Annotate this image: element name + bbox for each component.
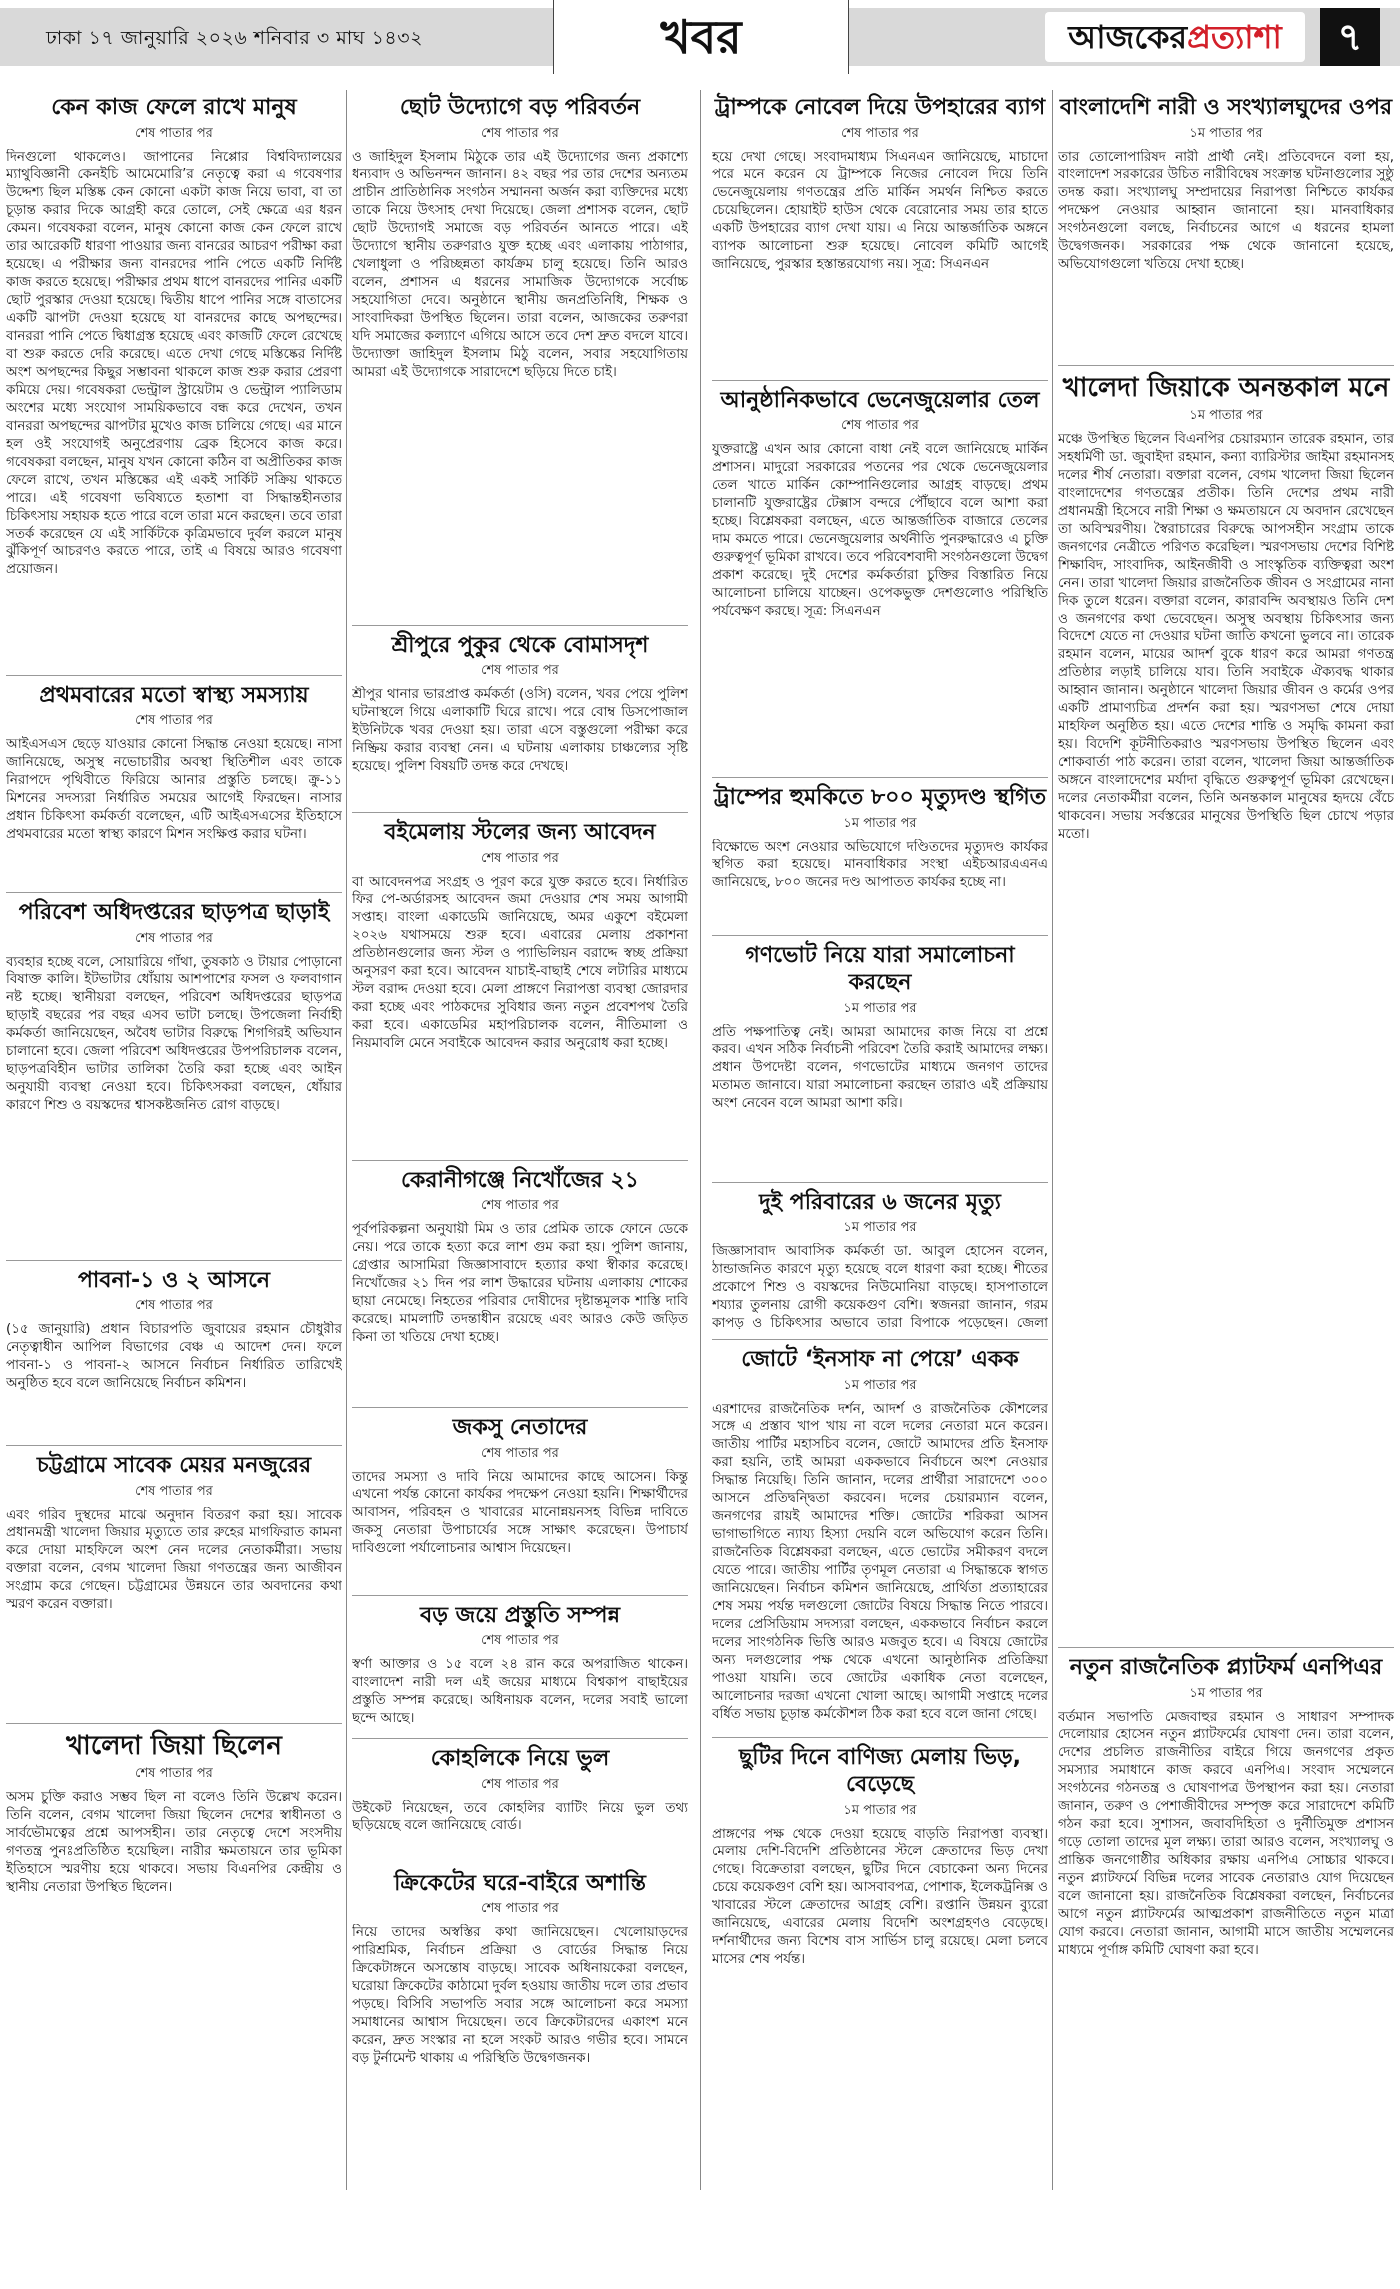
column-4 [1058, 90, 1394, 2289]
story [1058, 94, 1394, 359]
story [712, 784, 1048, 929]
story [352, 632, 688, 807]
story-headline: প্রথমবারের মতো স্বাস্থ্য সমস্যায় [39, 682, 309, 708]
story-continuation: শেষ পাতার পর [135, 125, 213, 141]
brand-main: প্রত্যাশা [1187, 18, 1282, 56]
story-body: অসম চুক্তি করাও সম্ভব ছিল না বলেও তিনি উল্লেখ করেন। তিনি বলেন, বেগম খালেদা জিয়া ছিলেন দেশের স্বাধীনতা ও সার্বভৌমত্বের প্রশ্নে আপসহীন। তার নেতৃত্বে দেশে সংসদীয় গণতন্ত্র পুনঃপ্রতিষ্ঠিত হয়েছিল। নারীর ক্ষমতায়নে তার ভূমিকা ইতিহাসে স্মরণীয় হয়ে থাকবে। সভায় বিএনপির কেন্দ্রীয় ও স্থানীয় নেতারা উপস্থিত ছিলেন। [6, 1790, 342, 1895]
story-headline: ট্রাম্পকে নোবেল দিয়ে উপহারের ব্যাগ [714, 95, 1046, 120]
story-headline: দুই পরিবারের ৬ জনের মৃত্যু [759, 1189, 1001, 1215]
story [712, 1346, 1048, 1731]
divider [712, 1339, 1048, 1340]
story [6, 682, 342, 887]
story-continuation: শেষ পাতার পর [481, 1901, 559, 1916]
story-body: প্রতি পক্ষপাতিত্ব নেই। আমরা আমাদের কাজ নিয়ে বা প্রশ্নে করব। এখন সঠিক নির্বাচনী পরিবেশ তৈরি করাই আমাদের লক্ষ্য। প্রধান উপদেষ্টা বলেন, গণভোটের মাধ্যমে জনগণ তাদের মতামত জানাবে। যারা সমালোচনা করছেন তারাও এই প্রক্রিয়ায় অংশ নেবেন বলে আমরা আশা করি। [712, 1024, 1048, 1112]
story-body: (১৫ জানুয়ারি) প্রধান বিচারপতি জুবায়ের রহমান চৌধুরীর নেতৃত্বাধীন আপিল বিভাগের বেঞ্চ এ আদেশ দেন। ফলে পাবনা-১ ও পাবনা-২ আসনে নির্বাচন নির্ধারিত তারিখেই অনুষ্ঠিত হবে বলে জানিয়েছে নির্বাচন কমিশন। [6, 1322, 342, 1391]
story-continuation: শেষ পাতার পর [841, 418, 919, 433]
story-headline: কোহলিকে নিয়ে ভুল [430, 1746, 610, 1771]
story [712, 94, 1048, 374]
story-body: তার তোলোপারিষদ নারী প্রার্থী নেই। প্রতিবেদনে বলা হয়, বাংলাদেশ সরকারের উচিত নারীবিদ্বেষ সংক্রান্ত ঘটনাগুলোর সুষ্ঠু তদন্ত করা। সংখ্যালঘু সম্প্রদায়ের নিরাপত্তা নিশ্চিতে কার্যকর পদক্ষেপ নেওয়ার আহ্বান জানানো হয়। মানবাধিকার সংগঠনগুলো বলছে, নির্বাচনের আগে এ ধরনের হামলা উদ্বেগজনক। সরকারের পক্ষ থেকে জানানো হয়েছে, অভিযোগগুলো খতিয়ে দেখা হচ্ছে। [1058, 149, 1394, 273]
story-body: জিজ্ঞাসাবাদ আবাসিক কর্মকর্তা ডা. আবুল হোসেন বলেন, ঠান্ডাজনিত কারণে মৃত্যু হয়েছে বলে ধারণা করা হচ্ছে। শীতের প্রকোপে শিশু ও বয়স্কদের নিউমোনিয়া বাড়ছে। হাসপাতালে শয্যার তুলনায় রোগী কয়েকগুণ বেশি। স্বজনরা জানান, গরম কাপড় ও চিকিৎসার অভাবে তারা বিপাকে পড়েছেন। জেলা [712, 1244, 1048, 1331]
story-body: উইকেট নিয়েছেন, তবে কোহলির ব্যাটিং নিয়ে ভুল তথ্য ছড়িয়েছে বলে জানিয়েছে বোর্ড। [352, 1800, 688, 1834]
story [6, 1267, 342, 1440]
story-body: স্বর্ণা আক্তার ও ১৫ বলে ২৪ রান করে অপরাজিত থাকেন। বাংলাদেশ নারী দল এই জয়ের মাধ্যমে বিশ্বকাপ বাছাইয়ের প্রস্তুতি সম্পন্ন করেছে। অধিনায়ক বলেন, দলের সবাই ভালো ছন্দে আছে। [352, 1657, 688, 1726]
story-headline: চট্টগ্রামে সাবেক মেয়র মনজুরের [36, 1453, 312, 1478]
story-headline: পাবনা-১ ও ২ আসনে [77, 1267, 271, 1293]
story-body: দিনগুলো থাকলেও। জাপানের নিপ্পোর বিশ্ববিদ্যালয়ের ম্যাথুবিজ্ঞানী কেনইচি আমেমোরি’র নেতৃত্বে করা এ গবেষণার উদ্দেশ্য ছিল মস্তিষ্ক কেন কোনো একটা কাজ নিয়ে ভাবা, বা তা চূড়ান্ত করার দিকে আগ্রহী করে তোলে, সেই ক্ষেত্রে এর ধরন কেমন। গবেষকরা বলেন, মানুষ কোনো কাজ কেন ফেলে রাখে তার আরেকটি ধারণা পাওয়ার জন্য বানরের আচরণ পরীক্ষা করা হয়েছে। এ পরীক্ষার জন্য বানরদের পানি পেতে একটি নির্দিষ্ট কাজ করতে হয়েছে। পরীক্ষার প্রথম ধাপে বানরদের পানির একটি ছোট পুরস্কার দেওয়া হয়েছে। দ্বিতীয় ধাপে পানির সঙ্গে বাতাসের একটি ঝাপটা দেওয়া হয়েছে যা বানরদের কাছে অপছন্দের। বানররা পানি পেতে দ্বিধাগ্রস্ত হয়েছে এবং কাজটি ফেলে রেখেছে বা শুরু করতে দেরি করেছে। এতে দেখা গেছে মস্তিষ্কের নির্দিষ্ট অংশ অপছন্দের কিছুর সম্ভাবনা থাকলে কাজ শুরু করার প্রেরণা কমিয়ে দেয়। গবেষকরা ভেন্ট্রাল স্ট্রায়েটাম ও ভেন্ট্রাল প্যালিডাম অংশের মধ্যে সংযোগ সাময়িকভাবে বন্ধ করে দেখেন, তখন বানররা অপছন্দের ঝাপটার মুখেও কাজ চালিয়ে গেছে। এর মানে হল ওই সংযোগই অনুপ্রেরণায় ব্রেক হিসেবে কাজ করে। গবেষকরা বলছেন, মানুষ যখন কোনো কঠিন বা অপ্রীতিকর কাজ ফেলে রাখে, তখন মস্তিষ্কের এই একই সার্কিট সক্রিয় থাকতে পারে। এই গবেষণা ভবিষ্যতে হতাশা বা সিদ্ধান্তহীনতার চিকিৎসায় সহায়ক হতে পারে বলে তারা মনে করছেন। তবে তারা সতর্ক করেছেন যে এই সার্কিটকে কৃত্রিমভাবে দুর্বল করলে মানুষ ঝুঁকিপূর্ণ আচরণও করতে পারে, তাই এ বিষয়ে আরও গবেষণা প্রয়োজন। [6, 149, 342, 578]
story-continuation: শেষ পাতার পর [135, 1766, 213, 1781]
story-body: ব্যবহার হচ্ছে বলে, সোয়ারিয়ে গাঁথা, তুষকাঠ ও টায়ার পোড়ানো বিষাক্ত কালি। ইটভাটার ধোঁয়ায় আশপাশের ফসল ও ফলবাগান নষ্ট হচ্ছে। স্থানীয়রা বলছেন, পরিবেশ অধিদপ্তরের ছাড়পত্র ছাড়াই বছরের পর বছর এসব ভাটা চলছে। উপজেলা নির্বাহী কর্মকর্তা জানিয়েছেন, অবৈধ ভাটার বিরুদ্ধে শিগগিরই অভিযান চালানো হবে। জেলা পরিবেশ অধিদপ্তরের উপপরিচালক বলেন, ছাড়পত্রবিহীন ভাটার তালিকা তৈরি করা হচ্ছে এবং আইন অনুযায়ী ব্যবস্থা নেওয়া হবে। চিকিৎসকরা বলছেন, ধোঁয়ার কারণে শিশু ও বয়স্কদের শ্বাসকষ্টজনিত রোগ বাড়ছে। [6, 954, 342, 1114]
story [6, 94, 342, 669]
story-body: ও জাহিদুল ইসলাম মিঠুকে তার এই উদ্যোগের জন্য প্রকাশ্যে ধন্যবাদ ও অভিনন্দন জানান। ৪২ বছর পর তার দেশের অন্যতম প্রাচীন প্রাতিষ্ঠানিক সংগঠন সম্মাননা অর্জন করা ব্যক্তিদের মধ্যে তাকে নিয়ে উৎসাহ দেখা দিয়েছে। জেলা প্রশাসক বলেন, ছোট ছোট উদ্যোগই সমাজে বড় পরিবর্তন আনতে পারে। এই উদ্যোগে স্থানীয় তরুণরাও যুক্ত হচ্ছে এবং এলাকায় পাঠাগার, খেলাধুলা ও পরিচ্ছন্নতা কার্যক্রম চালু হয়েছে। তিনি আরও বলেন, প্রশাসন এ ধরনের সামাজিক উদ্যোগকে সর্বোচ্চ সহযোগিতা দেবে। অনুষ্ঠানে স্থানীয় জনপ্রতিনিধি, শিক্ষক ও সাংবাদিকরা উপস্থিত ছিলেন। তারা বলেন, আজকের তরুণরা যদি সমাজের কল্যাণে এগিয়ে আসে তবে দেশ দ্রুত বদলে যাবে। উদ্যোক্তা জাহিদুল ইসলাম মিঠু বলেন, সবার সহযোগিতায় আমরা এই উদ্যোগকে সারাদেশে ছড়িয়ে দিতে চাই। [352, 149, 688, 380]
story [6, 899, 342, 1254]
divider [352, 1738, 688, 1739]
story [1058, 1654, 1394, 2283]
story-body: এরশাদের রাজনৈতিক দর্শন, আদর্শ ও রাজনৈতিক কৌশলের সঙ্গে এ প্রস্তাব খাপ খায় না বলে দলের নেতারা মনে করেন। জাতীয় পার্টির মহাসচিব বলেন, জোটে আমাদের প্রতি ইনসাফ করা হয়নি, তাই আমরা এককভাবে নির্বাচনে অংশ নেওয়ার সিদ্ধান্ত নিয়েছি। তিনি জানান, দলের প্রার্থীরা সারাদেশে ৩০০ আসনে প্রতিদ্বন্দ্বিতা করবেন। দলের চেয়ারম্যান বলেন, জনগণের রায়ই আমাদের শক্তি। জোটের শরিকরা আসন ভাগাভাগিতে ন্যায্য হিস্যা দেয়নি বলে অভিযোগ করেন তিনি। রাজনৈতিক বিশ্লেষকরা বলছেন, এতে ভোটের সমীকরণ বদলে যেতে পারে। জাতীয় পার্টির তৃণমূল নেতারা এ সিদ্ধান্তকে স্বাগত জানিয়েছেন। নির্বাচন কমিশন জানিয়েছে, প্রার্থিতা প্রত্যাহারের শেষ সময় পর্যন্ত দলগুলো জোটের বিষয়ে সিদ্ধান্ত নিতে পারবে। দলের প্রেসিডিয়াম সদস্যরা বলছেন, এককভাবে নির্বাচন করলে দলের সাংগঠনিক ভিত্তি আরও মজবুত হবে। এ বিষয়ে জোটের অন্য দলগুলোর পক্ষ থেকে এখনো আনুষ্ঠানিক প্রতিক্রিয়া পাওয়া যায়নি। তবে জোটের একাধিক নেতা বলেছেন, আলোচনার দরজা এখনো খোলা আছে। আগামী সপ্তাহে দলের বর্ধিত সভায় চূড়ান্ত কর্মকৌশল ঠিক করা হবে বলে জানা গেছে। [712, 1401, 1048, 1722]
story-headline: আনুষ্ঠানিকভাবে ভেনেজুয়েলার তেল [720, 387, 1040, 413]
divider [352, 625, 688, 626]
story [352, 1745, 688, 1864]
story-headline: ক্রিকেটের ঘরে-বাইরে অশান্তি [394, 1870, 646, 1896]
story-continuation: শেষ পাতার পর [481, 125, 559, 141]
story-body: বর্তমান সভাপতি মেজবাহুর রহমান ও সাধারণ সম্পাদক দেলোয়ার হোসেন নতুন প্ল্যাটফর্মের ঘোষণা দেন। তারা বলেন, দেশের প্রচলিত রাজনীতির বাইরে গিয়ে জনগণের প্রকৃত সমস্যার সমাধানে কাজ করবে এনপিএ। সংবাদ সম্মেলনে সংগঠনের গঠনতন্ত্র ও ঘোষণাপত্র উপস্থাপন করা হয়। নেতারা জানান, তরুণ ও পেশাজীবীদের সম্পৃক্ত করে সারাদেশে কমিটি গঠন করা হবে। সুশাসন, জবাবদিহিতা ও দুর্নীতিমুক্ত প্রশাসন গড়ে তোলা তাদের মূল লক্ষ্য। তারা আরও বলেন, সংখ্যালঘু ও প্রান্তিক জনগোষ্ঠীর অধিকার রক্ষায় এনপিএ সোচ্চার থাকবে। নতুন প্ল্যাটফর্মে বিভিন্ন দলের সাবেক নেতারাও যোগ দিয়েছেন বলে জানানো হয়। রাজনৈতিক বিশ্লেষকরা বলছেন, নির্বাচনের আগে নতুন প্ল্যাটফর্মের আত্মপ্রকাশ রাজনীতিতে নতুন মাত্রা যোগ করবে। নেতারা জানান, আগামী মাসে জাতীয় সম্মেলনের মাধ্যমে পূর্ণাঙ্গ কমিটি ঘোষণা করা হবে। [1058, 1709, 1394, 1958]
story-body: আইএসএস ছেড়ে যাওয়ার কোনো সিদ্ধান্ত নেওয়া হয়েছে। নাসা জানিয়েছে, অসুস্থ নভোচারীর অবস্থা স্থিতিশীল এবং তাকে নিরাপদে পৃথিবীতে ফিরিয়ে আনার প্রস্তুতি চলছে। ক্রু-১১ মিশনের সদস্যরা নির্ধারিত সময়ের আগেই ফিরছেন। নাসার প্রধান চিকিৎসা কর্মকর্তা বলেছেন, এটি আইএসএসের ইতিহাসে প্রথমবারের মতো স্বাস্থ্য কারণে মিশন সংক্ষিপ্ত করার ঘটনা। [6, 737, 342, 842]
story-headline: জকসু নেতাদের [452, 1415, 588, 1440]
story-headline: খালেদা জিয়াকে অনন্তকাল মনে [1062, 372, 1390, 403]
story-continuation: শেষ পাতার পর [135, 713, 213, 728]
story-headline: শ্রীপুরে পুকুর থেকে বোমাসদৃশ [391, 632, 649, 658]
column-divider [700, 90, 701, 2190]
story-body: এবং গরিব দুস্থদের মাঝে অনুদান বিতরণ করা হয়। সাবেক প্রধানমন্ত্রী খালেদা জিয়ার মৃত্যুতে তার রুহের মাগফিরাত কামনা করে দোয়া মাহফিলে অংশ নেন দলের নেতাকর্মীরা। সভায় বক্তারা বলেন, বেগম খালেদা জিয়া গণতন্ত্রের জন্য আজীবন সংগ্রাম করে গেছেন। চট্টগ্রামের উন্নয়নে তার অবদানের কথা স্মরণ করেন বক্তারা। [6, 1507, 342, 1613]
divider [712, 777, 1048, 778]
story-headline: বইমেলায় স্টলের জন্য আবেদন [384, 820, 656, 845]
story [712, 387, 1048, 772]
divider [6, 1723, 342, 1724]
divider [6, 675, 342, 676]
story-body: বা আবেদনপত্র সংগ্রহ ও পূরণ করে যুক্ত করতে হবে। নির্ধারিত ফির পে-অর্ডারসহ আবেদন জমা দেওয়ার শেষ সময় আগামী সপ্তাহ। বাংলা একাডেমি জানিয়েছে, অমর একুশে বইমেলা ২০২৬ যথাসময়ে শুরু হবে। এবারের মেলায় প্রকাশনা প্রতিষ্ঠানগুলোর জন্য স্টল ও প্যাভিলিয়ন বরাদ্দে স্বচ্ছ প্রক্রিয়া অনুসরণ করা হবে। আবেদন যাচাই-বাছাই শেষে লটারির মাধ্যমে স্টল বরাদ্দ দেওয়া হবে। মেলা প্রাঙ্গণে নিরাপত্তা ব্যবস্থা জোরদার করা হচ্ছে এবং পাঠকদের সুবিধার জন্য নতুন প্রবেশপথ তৈরি করা হবে। একাডেমির মহাপরিচালক বলেন, নীতিমালা ও নিয়মাবলি মেনে সবাইকে আবেদন করার অনুরোধ করা হচ্ছে। [352, 874, 688, 1052]
story-continuation: ১ম পাতার পর [843, 1377, 917, 1393]
story-headline: নতুন রাজনৈতিক প্ল্যাটফর্ম এনপিএর [1069, 1655, 1383, 1680]
story-body: পূর্বপরিকল্পনা অনুযায়ী মিম ও তার প্রেমিক তাকে ফোনে ডেকে নেয়। পরে তাকে হত্যা করে লাশ গুম করা হয়। পুলিশ জানায়, গ্রেপ্তার আসামিরা জিজ্ঞাসাবাদে হত্যার কথা স্বীকার করেছে। নিখোঁজের ২১ দিন পর লাশ উদ্ধারের ঘটনায় এলাকায় শোকের ছায়া নেমেছে। নিহতের পরিবার দোষীদের দৃষ্টান্তমূলক শাস্তি দাবি করেছে। মামলাটি তদন্তাধীন রয়েছে এবং আরও কেউ জড়িত কিনা তা খতিয়ে দেখা হচ্ছে। [352, 1222, 688, 1345]
column-3 [712, 90, 1048, 2086]
story [352, 94, 688, 619]
story-continuation: শেষ পাতার পর [135, 1483, 213, 1499]
divider [712, 935, 1048, 936]
brand-prefix: আজকের [1068, 18, 1188, 56]
divider [1058, 1647, 1394, 1648]
story-body: নিয়ে তাদের অস্বস্তির কথা জানিয়েছেন। খেলোয়াড়দের পারিশ্রমিক, নির্বাচন প্রক্রিয়া ও বোর্ডের সিদ্ধান্ত নিয়ে ক্রিকেটাঙ্গনে অসন্তোষ বাড়ছে। সাবেক অধিনায়কেরা বলছেন, ঘরোয়া ক্রিকেটের কাঠামো দুর্বল হওয়ায় জাতীয় দলে তার প্রভাব পড়ছে। বিসিবি সভাপতি সবার সঙ্গে আলোচনা করে সমস্যা সমাধানের আশ্বাস দিয়েছেন। তবে ক্রিকেটারদের একাংশ মনে করেন, দ্রুত সংস্কার না হলে সংকট আরও গভীর হবে। সামনে বড় টুর্নামেন্ট থাকায় এ পরিস্থিতি উদ্বেগজনক। [352, 1925, 688, 2066]
divider [352, 1595, 688, 1596]
divider [352, 1407, 688, 1408]
column-2 [352, 90, 688, 2242]
divider [6, 1260, 342, 1261]
divider [352, 1160, 688, 1161]
divider [712, 1182, 1048, 1183]
story-headline: কেরানীগঞ্জে নিখোঁজের ২১ [401, 1167, 639, 1193]
story [352, 1602, 688, 1733]
story-continuation: শেষ পাতার পর [135, 1298, 213, 1313]
column-1 [6, 90, 342, 1921]
column-divider [346, 90, 347, 2190]
story [712, 1189, 1048, 1334]
story-headline: ছুটির দিনে বাণিজ্য মেলায় ভিড়, বেড়েছে [738, 1744, 1022, 1797]
story-body: বিক্ষোভে অংশ নেওয়ার অভিযোগে দণ্ডিতদের মৃত্যুদণ্ড কার্যকর স্থগিত করা হয়েছে। মানবাধিকার সংস্থা এইচআরএএনএ জানিয়েছে, ৮০০ জনের দণ্ড আপাতত কার্যকর হচ্ছে না। [712, 839, 1048, 891]
divider [712, 380, 1048, 381]
newspaper-logo [1045, 12, 1305, 62]
story-continuation: ১ম পাতার পর [1189, 1685, 1263, 1701]
story [1058, 372, 1394, 1642]
divider [712, 1737, 1048, 1738]
story-continuation: ১ম পাতার পর [843, 815, 917, 831]
section-title: খবর [553, 0, 849, 74]
story [712, 942, 1048, 1176]
story-headline: গণভোট নিয়ে যারা সমালোচনা করছেন [745, 942, 1015, 995]
story-continuation: শেষ পাতার পর [481, 850, 559, 866]
story-body: শ্রীপুর থানার ভারপ্রাপ্ত কর্মকর্তা (ওসি) বলেন, খবর পেয়ে পুলিশ ঘটনাস্থলে গিয়ে এলাকাটি ঘিরে রাখে। পরে বোম্ব ডিসপোজাল ইউনিটকে খবর দেওয়া হয়। তারা এসে বস্তুগুলো পরীক্ষা করে নিষ্ক্রিয় করার ব্যবস্থা নেন। এ ঘটনায় এলাকায় চাঞ্চল্যের সৃষ্টি হয়েছে। পুলিশ বিষয়টি তদন্ত করে দেখছে। [352, 687, 688, 774]
column-divider [1052, 90, 1053, 2190]
story-continuation: শেষ পাতার পর [481, 663, 559, 678]
issue-date: ঢাকা ১৭ জানুয়ারি ২০২৬ শনিবার ৩ মাঘ ১৪৩২ [46, 27, 423, 49]
story-body: তাদের সমস্যা ও দাবি নিয়ে আমাদের কাছে আসেন। কিন্তু এখনো পর্যন্ত কোনো কার্যকর পদক্ষেপ নেওয়া হয়নি। শিক্ষার্থীদের আবাসন, পরিবহন ও খাবারের মানোন্নয়নসহ বিভিন্ন দাবিতে জকসু নেতারা উপাচার্যের সঙ্গে সাক্ষাৎ করেছেন। উপাচার্য দাবিগুলো পর্যালোচনার আশ্বাস দিয়েছেন। [352, 1469, 688, 1557]
story-headline: বাংলাদেশি নারী ও সংখ্যালঘুদের ওপর [1059, 95, 1393, 120]
story [712, 1744, 1048, 2080]
story-headline: জোটে ‘ইনসাফ না পেয়ে’ একক [741, 1347, 1019, 1372]
masthead [0, 0, 1400, 80]
divider [6, 892, 342, 893]
story-headline: খালেদা জিয়া ছিলেন [66, 1730, 282, 1761]
story-headline: বড় জয়ে প্রস্তুতি সম্পন্ন [419, 1602, 621, 1628]
story [6, 1452, 342, 1717]
story-body: প্রাঙ্গণের পক্ষ থেকে দেওয়া হয়েছে বাড়তি নিরাপত্তা ব্যবস্থা। মেলায় দেশি-বিদেশি প্রতিষ্ঠানের স্টলে ক্রেতাদের ভিড় দেখা গেছে। বিক্রেতারা বলছেন, ছুটির দিনে বেচাকেনা অন্য দিনের চেয়ে কয়েকগুণ বেশি হয়। আসবাবপত্র, পোশাক, ইলেকট্রনিক্স ও খাবারের স্টলে ক্রেতাদের আগ্রহ বেশি। রপ্তানি উন্নয়ন ব্যুরো জানিয়েছে, এবারের মেলায় বিদেশি অংশগ্রহণও বেড়েছে। দর্শনার্থীদের জন্য বিশেষ বাস সার্ভিস চালু রয়েছে। মেলা চলবে মাসের শেষ পর্যন্ত। [712, 1826, 1048, 1968]
divider [352, 812, 688, 813]
story [352, 819, 688, 1154]
story-continuation: শেষ পাতার পর [481, 1445, 559, 1461]
story-continuation: ১ম পাতার পর [1189, 408, 1263, 423]
story-headline: কেন কাজ ফেলে রাখে মানুষ [51, 95, 297, 120]
story-continuation: ১ম পাতার পর [843, 1802, 917, 1818]
story-continuation: শেষ পাতার পর [481, 1633, 559, 1648]
story-headline: পরিবেশ অধিদপ্তরের ছাড়পত্র ছাড়াই [18, 900, 330, 925]
story-body: যুক্তরাষ্ট্রে এখন আর কোনো বাধা নেই বলে জানিয়েছে মার্কিন প্রশাসন। মাদুরো সরকারের পতনের পর থেকে ভেনেজুয়েলার তেল খাতে মার্কিন কোম্পানিগুলোর আগ্রহ বাড়ছে। প্রথম চালানটি যুক্তরাষ্ট্রের টেক্সাস বন্দরে পৌঁছাবে বলে আশা করা হচ্ছে। বিশ্লেষকরা বলছেন, এতে আন্তর্জাতিক বাজারে তেলের দাম কমতে পারে। ভেনেজুয়েলার অর্থনীতি পুনরুদ্ধারেও এ চুক্তি গুরুত্বপূর্ণ ভূমিকা রাখবে। তবে পরিবেশবাদী সংগঠনগুলো উদ্বেগ প্রকাশ করেছে। দুই দেশের কর্মকর্তারা চুক্তির বিস্তারিত নিয়ে আলোচনা চালিয়ে যাচ্ছেন। ওপেকভুক্ত দেশগুলোও পরিস্থিতি পর্যবেক্ষণ করছে। সূত্র: সিএনএন [712, 442, 1048, 619]
story-continuation: ১ম পাতার পর [1189, 125, 1263, 141]
story [352, 1167, 688, 1402]
story [352, 1414, 688, 1589]
story [352, 1870, 688, 2237]
story-body: হয়ে দেখা গেছে। সংবাদমাধ্যম সিএনএন জানিয়েছে, মাচাদো পরে মনে করেন যে ট্রাম্পকে নিজের নোবেল দিয়ে তিনি ভেনেজুয়েলায় গণতন্ত্রের প্রতি মার্কিন সমর্থন নিশ্চিত করতে চেয়েছিলেন। হোয়াইট হাউস থেকে বেরোনোর সময় তার হাতে একটি উপহারের ব্যাগ দেখা যায়। এ নিয়ে আন্তর্জাতিক অঙ্গনে ব্যাপক আলোচনা শুরু হয়েছে। নোবেল কমিটি আগেই জানিয়েছে, পুরস্কার হস্তান্তরযোগ্য নয়। সূত্র: সিএনএন [712, 149, 1048, 273]
story-headline: ছোট উদ্যোগে বড় পরিবর্তন [399, 95, 641, 120]
page-number: ৭ [1320, 8, 1380, 66]
story-continuation: ১ম পাতার পর [843, 1220, 917, 1235]
story-continuation: শেষ পাতার পর [841, 125, 919, 141]
story-body: মঞ্চে উপস্থিত ছিলেন বিএনপির চেয়ারম্যান তারেক রহমান, তার সহধর্মিণী ডা. জুবাইদা রহমান, কন্যা ব্যারিস্টার জাইমা রহমানসহ দলের শীর্ষ নেতারা। বক্তারা বলেন, বেগম খালেদা জিয়া ছিলেন বাংলাদেশের গণতন্ত্রের প্রতীক। তিনি দেশের প্রথম নারী প্রধানমন্ত্রী হিসেবে নারী শিক্ষা ও ক্ষমতায়নে যে অবদান রেখেছেন তা অবিস্মরণীয়। স্বৈরাচারের বিরুদ্ধে আপসহীন সংগ্রাম তাকে জনগণের নেত্রীতে পরিণত করেছিল। স্মরণসভায় দেশের বিশিষ্ট শিক্ষাবিদ, সাংবাদিক, আইনজীবী ও সাংস্কৃতিক ব্যক্তিত্বরা অংশ নেন। তারা খালেদা জিয়ার রাজনৈতিক জীবন ও সংগ্রামের নানা দিক তুলে ধরেন। বক্তারা বলেন, কারাবন্দি অবস্থায়ও তিনি দেশ ও জনগণের কথা ভেবেছেন। অসুস্থ অবস্থায় চিকিৎসার জন্য বিদেশে যেতে না দেওয়ার ঘটনা জাতি কখনো ভুলবে না। তারেক রহমান বলেন, মায়ের আদর্শ বুকে ধারণ করে আমরা গণতন্ত্র প্রতিষ্ঠার লড়াই চালিয়ে যাব। তিনি সবাইকে ঐক্যবদ্ধ থাকার আহ্বান জানান। অনুষ্ঠানে খালেদা জিয়ার জীবন ও কর্মের ওপর একটি প্রামাণ্যচিত্র প্রদর্শন করা হয়। স্মরণসভা শেষে দোয়া মাহফিল অনুষ্ঠিত হয়। এতে দেশের শান্তি ও সমৃদ্ধি কামনা করা হয়। বিদেশি কূটনীতিকরাও স্মরণসভায় উপস্থিত ছিলেন এবং শোকবার্তা পাঠ করেন। তারা বলেন, খালেদা জিয়া আন্তর্জাতিক অঙ্গনে বাংলাদেশের মর্যাদা বৃদ্ধিতে গুরুত্বপূর্ণ ভূমিকা রেখেছেন। দলের নেতাকর্মীরা বলেন, তিনি অনন্তকাল মানুষের হৃদয়ে বেঁচে থাকবেন। সভায় সর্বস্তরের মানুষের উপস্থিতি ছিল চোখে পড়ার মতো। [1058, 432, 1394, 842]
story-continuation: ১ম পাতার পর [843, 1000, 917, 1016]
story-continuation: শেষ পাতার পর [481, 1776, 559, 1792]
divider [6, 1445, 342, 1446]
story-headline: ট্রাম্পের হুমকিতে ৮০০ মৃত্যুদণ্ড স্থগিত [713, 785, 1047, 810]
story [6, 1730, 342, 1916]
story-continuation: শেষ পাতার পর [135, 930, 213, 946]
divider [1058, 365, 1394, 366]
story-continuation: শেষ পাতার পর [481, 1198, 559, 1213]
